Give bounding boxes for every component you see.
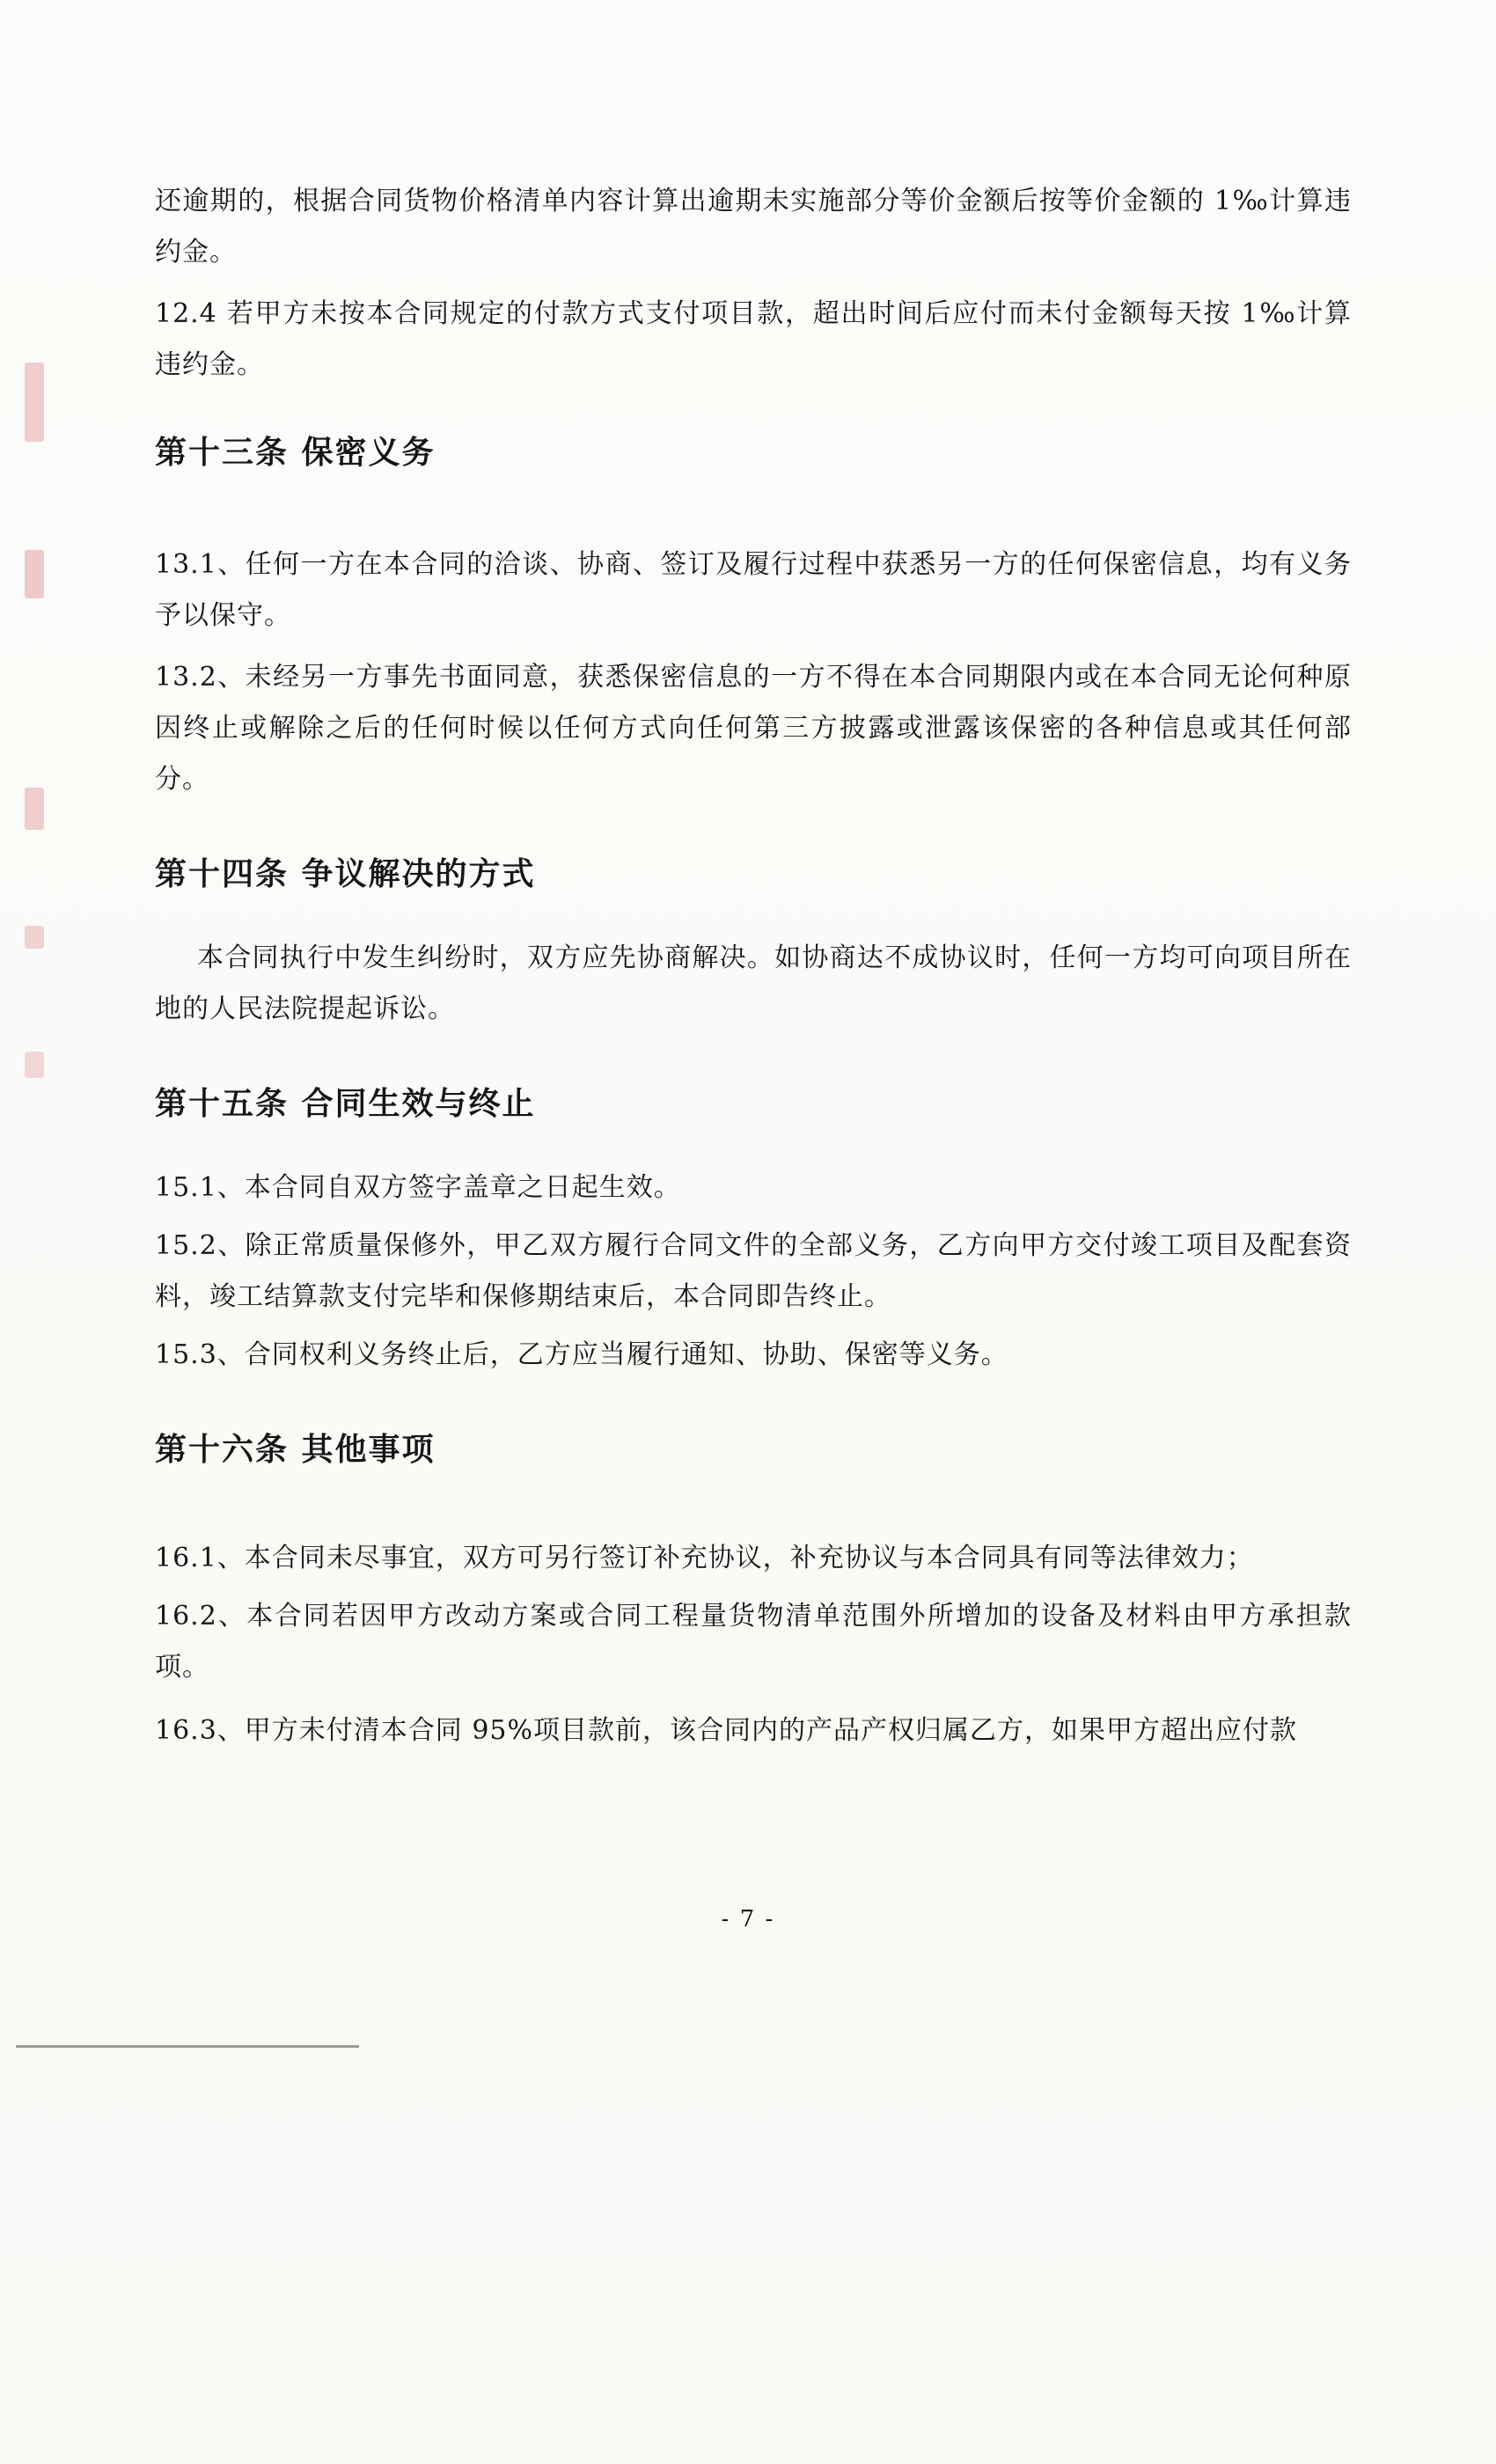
- paragraph-16-3: 16.3、甲方未付清本合同 95%项目款前，该合同内的产品产权归属乙方，如果甲方超出应付款: [155, 1715, 1298, 1746]
- page-number: - 7 -: [721, 1906, 775, 1932]
- scan-margin-mark: [25, 550, 44, 598]
- section-16-title: 第十六条 其他事项: [155, 1431, 436, 1468]
- paragraph-14-body: 本合同执行中发生纠纷时，双方应先协商解决。如协商达不成协议时，任何一方均可向项目所在地的人民法院提起诉讼。: [155, 942, 1352, 1024]
- paragraph-13-1: 13.1、任何一方在本合同的洽谈、协商、签订及履行过程中获悉另一方的任何保密信息，均有义务予以保守。: [155, 549, 1352, 631]
- paragraph-16-2: 16.2、本合同若因甲方改动方案或合同工程量货物清单范围外所增加的设备及材料由甲方承担款项。: [155, 1601, 1352, 1683]
- paragraph-12-4: 12.4 若甲方未按本合同规定的付款方式支付项目款，超出时间后应付而未付金额每天按 1‰计算违约金。: [155, 298, 1352, 380]
- scan-margin-mark: [25, 1052, 44, 1078]
- scan-bottom-rule: [16, 2045, 359, 2048]
- scan-margin-mark: [25, 363, 44, 442]
- paragraph-15-2: 15.2、除正常质量保修外，甲乙双方履行合同文件的全部义务，乙方向甲方交付竣工项目及配套资料，竣工结算款支付完毕和保修期结束后，本合同即告终止。: [155, 1230, 1352, 1312]
- section-13-title: 第十三条 保密义务: [155, 434, 436, 471]
- section-14-title: 第十四条 争议解决的方式: [155, 855, 536, 892]
- paragraph-16-1: 16.1、本合同未尽事宜，双方可另行签订补充协议，补充协议与本合同具有同等法律效力；: [155, 1543, 1254, 1573]
- paragraph-13-2: 13.2、未经另一方事先书面同意，获悉保密信息的一方不得在本合同期限内或在本合同无论何种原因终止或解除之后的任何时候以任何方式向任何第三方披露或泄露该保密的各种信息或其任何部分。: [155, 662, 1352, 795]
- section-15-title: 第十五条 合同生效与终止: [155, 1085, 536, 1122]
- paragraph-15-1: 15.1、本合同自双方签字盖章之日起生效。: [155, 1172, 681, 1203]
- paragraph-15-3: 15.3、合同权利义务终止后，乙方应当履行通知、协助、保密等义务。: [155, 1339, 1008, 1370]
- paragraph-12-3-continued: 还逾期的，根据合同货物价格清单内容计算出逾期未实施部分等价金额后按等价金额的 1‰计算违约金。: [155, 186, 1352, 268]
- scan-margin-mark: [25, 788, 44, 830]
- scan-margin-mark: [25, 926, 44, 949]
- document-body: [155, 176, 1352, 1756]
